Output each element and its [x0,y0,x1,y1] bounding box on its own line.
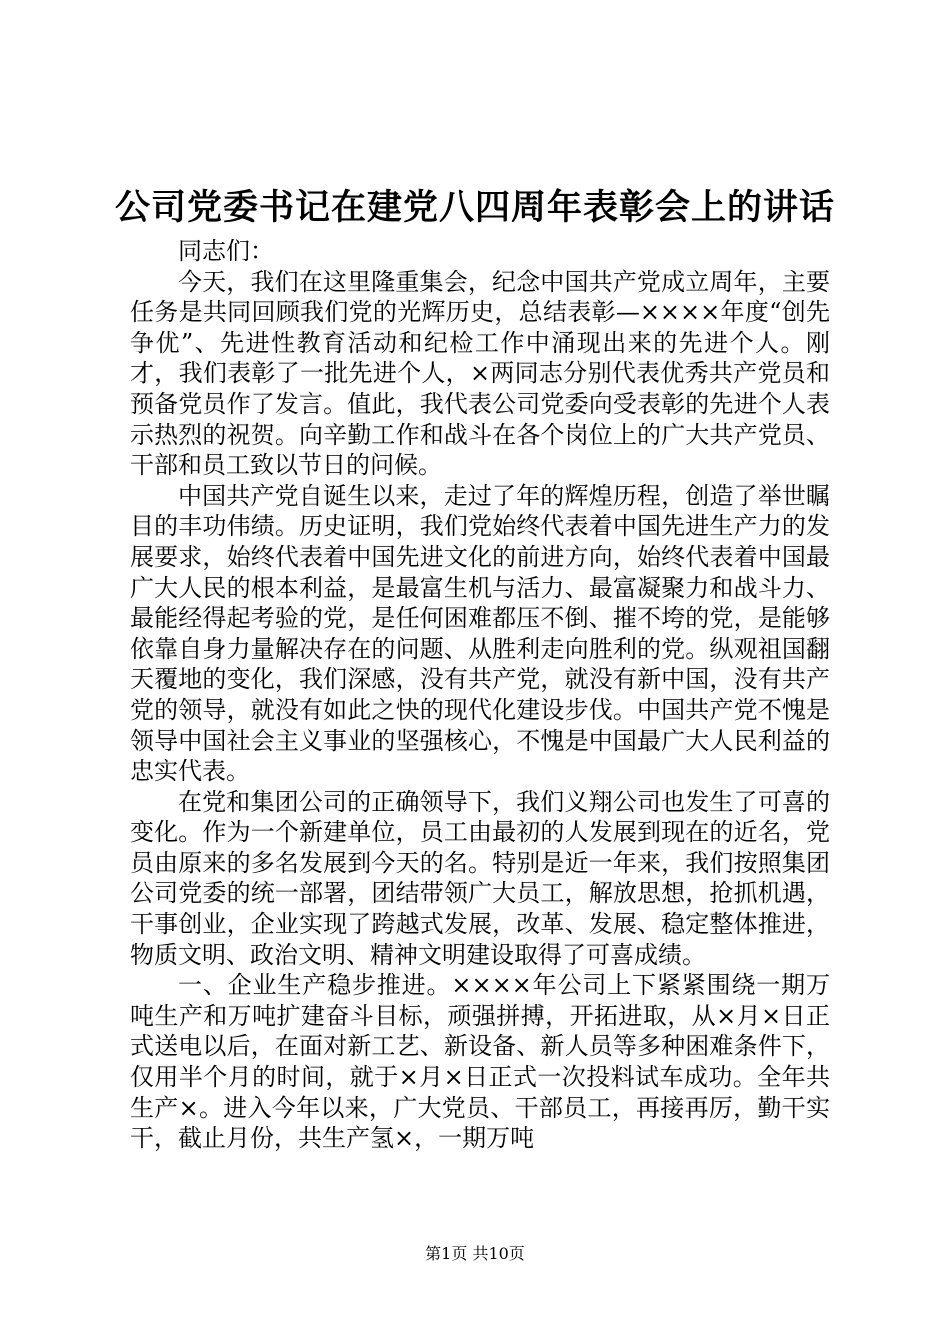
salutation: 同志们： [178,237,274,265]
document-body [130,236,830,1154]
paragraph-1: 今天，我们在这里隆重集会，纪念中国共产党成立周年，主要任务是共同回顾我们党的光辉历史，总结表彰—××××年度“创先争优”、先进性教育活动和纪检工作中涌现出来的先进个人。刚才，我们表彰了一批先进个人，×两同志分别代表优秀共产党员和预备党员作了发言。值此，我代表公司党委向受表彰的先进个人表示热烈的祝贺。向辛勤工作和战斗在各个岗位上的广大共产党员、干部和员工致以节日的问候。 [130,267,830,480]
document-title: 公司党委书记在建党八四周年表彰会上的讲话 [114,187,835,228]
paragraph-2: 中国共产党自诞生以来，走过了年的辉煌历程，创造了举世瞩目的丰功伟绩。历史证明，我们党始终代表着中国先进生产力的发展要求，始终代表着中国先进文化的前进方向，始终代表着中国最广大人民的根本利益，是最富生机与活力、最富凝聚力和战斗力、最能经得起考验的党，是任何困难都压不倒、摧不垮的党，是能够依靠自身力量解决存在的问题、从胜利走向胜利的党。纵观祖国翻天覆地的变化，我们深感，没有共产党，就没有新中国，没有共产党的领导，就没有如此之快的现代化建设步伐。中国共产党不愧是领导中国社会主义事业的坚强核心，不愧是中国最广大人民利益的忠实代表。 [130,481,830,786]
paragraph-3: 在党和集团公司的正确领导下，我们义翔公司也发生了可喜的变化。作为一个新建单位，员工由最初的人发展到现在的近名，党员由原来的多名发展到今天的名。特别是近一年来，我们按照集团公司党委的统一部署，团结带领广大员工，解放思想，抢抓机遇，干事创业，企业实现了跨越式发展，改革、发展、稳定整体推进，物质文明、政治文明、精神文明建设取得了可喜成绩。 [130,787,830,969]
page-number-footer: 第1页 共10页 [425,1244,525,1263]
paragraph-4: 一、企业生产稳步推进。××××年公司上下紧紧围绕一期万吨生产和万吨扩建奋斗目标，顽强拼搏，开拓进取，从×月×日正式送电以后，在面对新工艺、新设备、新人员等多种困难条件下，仅用半个月的时间，就于×月×日正式一次投料试车成功。全年共生产×。进入今年以来，广大党员、干部员工，再接再厉，勤干实干，截止月份，共生产氢×，一期万吨 [130,971,830,1153]
